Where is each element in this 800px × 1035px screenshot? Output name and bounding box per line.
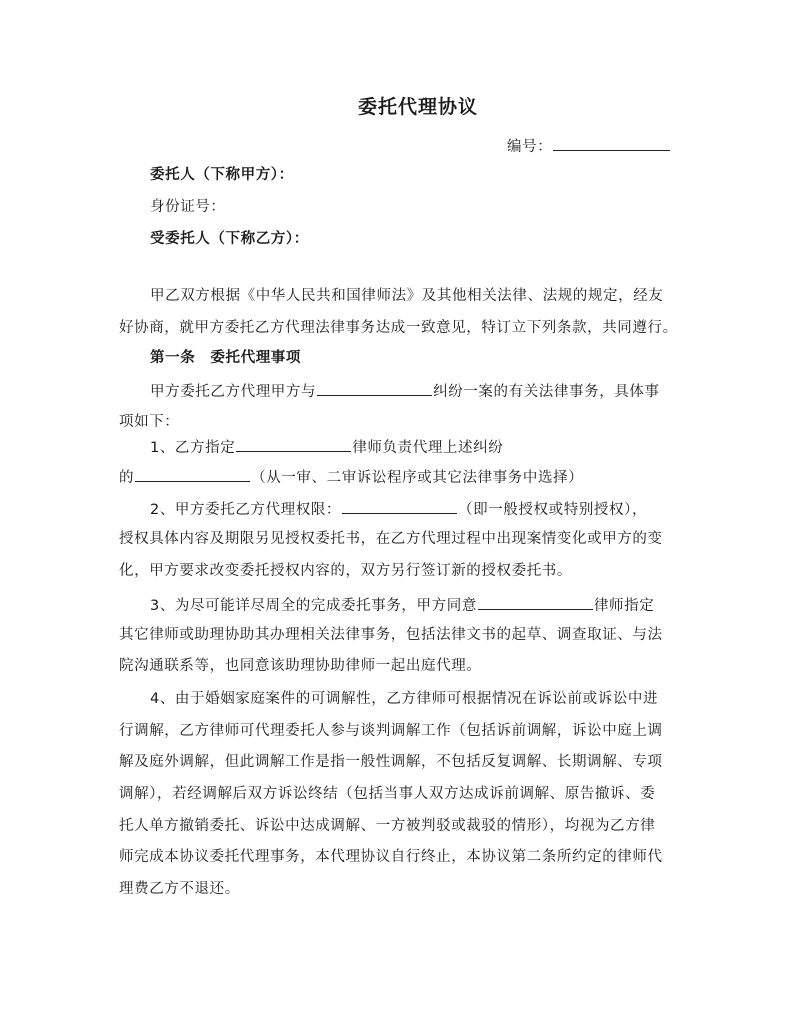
lawyer-name-blank[interactable]: [236, 436, 351, 452]
item-1-line-1: [150, 436, 503, 458]
item-4-line-4: 调解），若经调解后双方诉讼终结（包括当事人双方达成诉前调解、原告撤诉、委: [119, 786, 656, 802]
article-1-heading: 第一条 委托代理事项: [150, 350, 301, 366]
contract-number-label: 编号：: [507, 139, 553, 155]
item-2-text-a: 2、甲方委托乙方代理权限：: [150, 502, 342, 518]
item-3-line-3: 院沟通联系等，也同意该助理协助律师一起出庭代理。: [119, 658, 482, 674]
item-1-text-c: 的: [119, 470, 135, 486]
preamble-line-1: 甲乙双方根据《中华人民共和国律师法》及其他相关法律、法规的规定，经友: [150, 288, 664, 304]
item-4-line-3: 解及庭外调解，但此调解工作是指一般性调解，不包括反复调解、长期调解、专项: [119, 754, 663, 770]
procedure-blank[interactable]: [135, 466, 250, 482]
contract-number: [507, 135, 671, 157]
designated-lawyer-blank[interactable]: [478, 594, 593, 610]
agent-label: 受委托人（下称乙方）：: [150, 231, 309, 247]
intro-text-a: 甲方委托乙方代理甲方与: [150, 384, 317, 400]
preamble-line-2: 好协商，就甲方委托乙方代理法律事务达成一致意见，特订立下列条款，共同遵行。: [119, 320, 678, 336]
intro-text-b: 纠纷一案的有关法律事务，具体事: [433, 384, 660, 400]
client-label: 委托人（下称甲方）：: [150, 167, 294, 183]
item-2-text-b: （即一般授权或特别授权），: [458, 502, 648, 518]
dispute-party-blank[interactable]: [317, 380, 432, 396]
item-2-line-3: 化，甲方要求改变委托授权内容的，双方另行签订新的授权委托书。: [119, 563, 572, 579]
item-1-line-2: [119, 466, 583, 488]
item-4-line-7: 理费乙方不退还。: [119, 881, 240, 897]
item-2-line-2: 授权具体内容及期限另见授权委托书，在乙方代理过程中出现案情变化或甲方的变: [119, 531, 663, 547]
item-4-line-5: 托人单方撤销委托、诉讼中达成调解、一方被判驳或裁驳的情形），均视为乙方律: [119, 818, 656, 834]
item-3-text-b: 律师指定: [593, 598, 655, 614]
page-title: 委托代理协议: [358, 96, 479, 118]
item-3-text-a: 3、为尽可能详尽周全的完成委托事务，甲方同意: [150, 598, 477, 614]
item-3-line-2: 其它律师或助理协助其办理相关法律事务，包括法律文书的起草、调查取证、与法: [119, 627, 663, 643]
item-3-line-1: [150, 594, 654, 616]
item-4-line-2: 行调解，乙方律师可代理委托人参与谈判调解工作（包括诉前调解，诉讼中庭上调: [119, 723, 663, 739]
article-1-intro: [150, 380, 660, 402]
id-number-label: 身份证号：: [150, 199, 226, 215]
item-1-text-d: （从一审、二审诉讼程序或其它法律事务中选择）: [251, 470, 584, 486]
item-1-text-a: 1、乙方指定: [150, 440, 236, 456]
article-1-intro-end: 项如下：: [119, 414, 180, 430]
authority-scope-blank[interactable]: [342, 498, 457, 514]
item-4-line-6: 师完成本协议委托代理事务，本代理协议自行终止，本协议第二条所约定的律师代: [119, 849, 663, 865]
item-1-text-b: 律师负责代理上述纠纷: [352, 440, 504, 456]
contract-number-blank[interactable]: [553, 135, 670, 151]
item-2-line-1: [150, 498, 647, 520]
item-4-line-1: 4、由于婚姻家庭案件的可调解性，乙方律师可根据情况在诉讼前或诉讼中进: [150, 691, 659, 707]
